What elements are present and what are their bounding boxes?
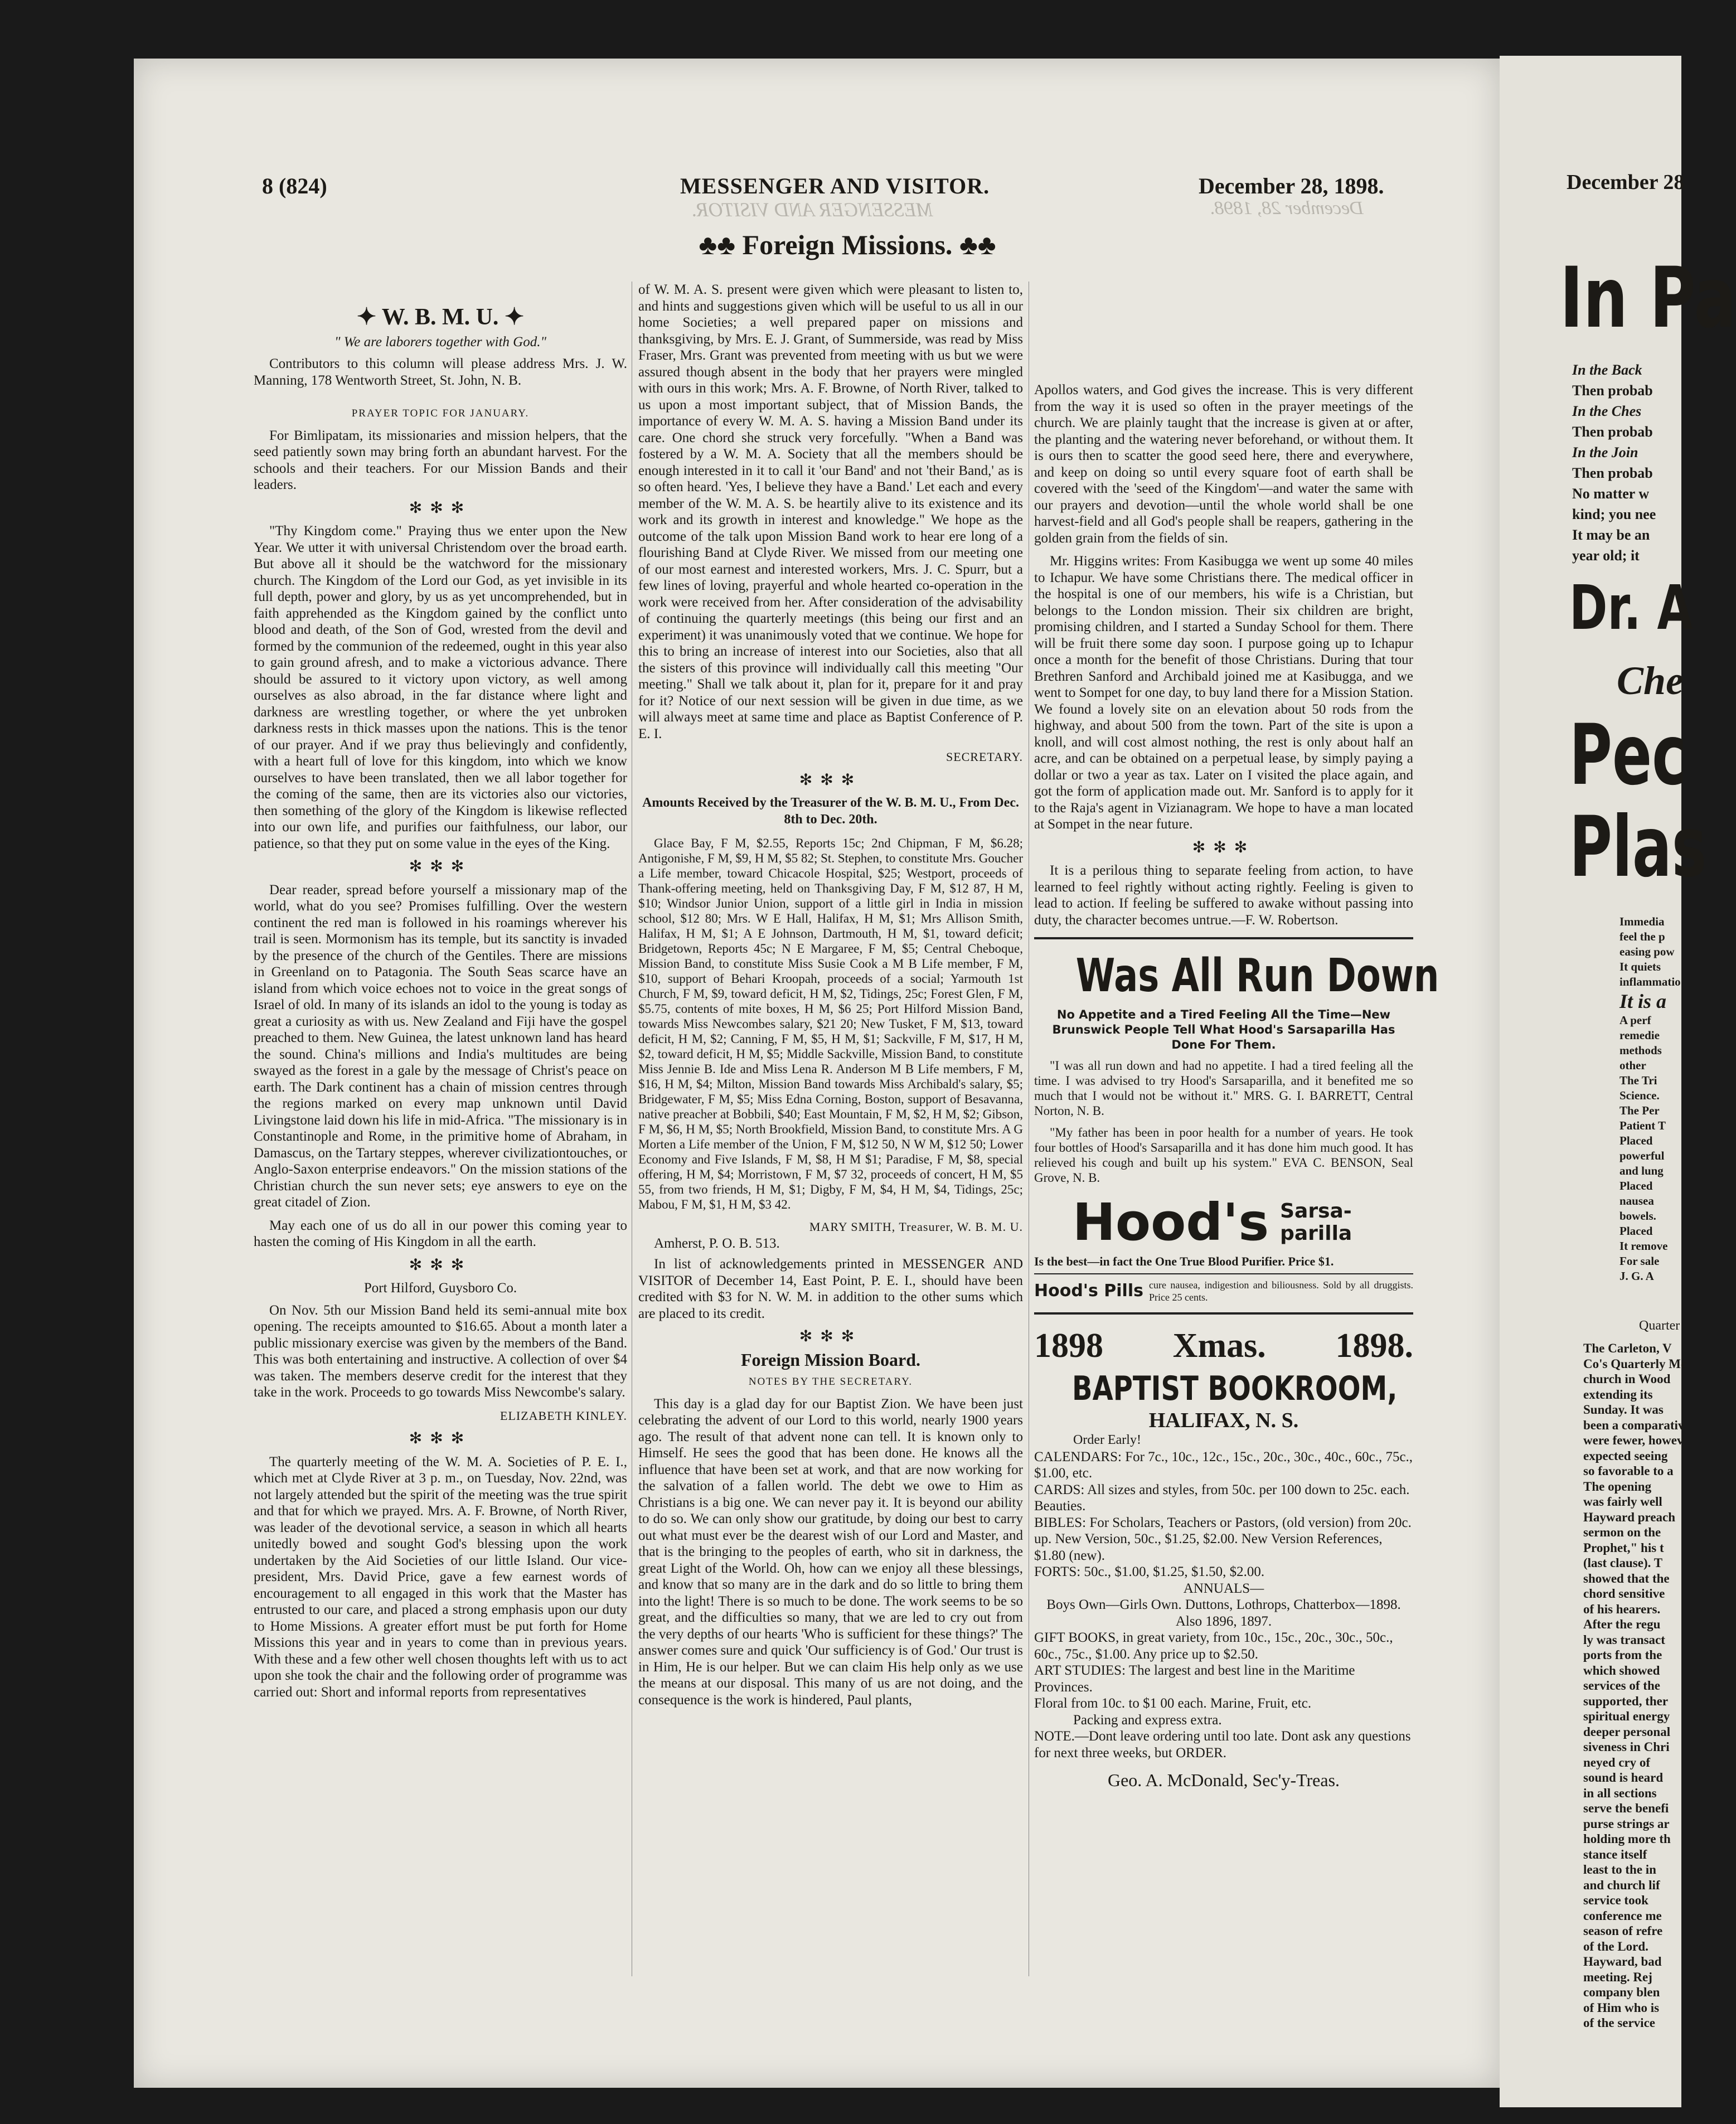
edge-line: year old; it [1572, 547, 1640, 564]
higgins-paragraph: Mr. Higgins writes: From Kasibugga we went up some 40 miles to Ichapur. We have some Christians there. The medical officer in the hospital is one of our members, his wife is a Christian, but belongs to the London mission. Their six children are bright, promising children, and I started a Sunday School for them. There will be fruit there some day soon. I purpose going up to Ichapur once a month for the benefit of those Christians. During that tour Brethren Sanford and Archibald joined me at Kasibugga, and we went to Sompet for one day, to buy land there for a Mission Station. We found a lovely site on an elevation about 50 rods from the highway, and about 500 from the town. Part of the site is upon a knoll, and will cost almost nothing, the rest is only about half an acre, and can be obtained on a perpetual lease, by simply paying a dollar or two a year as tax. Later on I visited the place again, and got the form of application made out. Mr. Sanford is to apply for it to the Raja's agent in Vizianagram. We hope to have a man located at Sompet in the near future. [1034, 554, 1413, 832]
edge-q-line: (last clause). T [1583, 1556, 1663, 1570]
port-hilford-paragraph: On Nov. 5th our Mission Band held its semi-annual mite box opening. The receipts amounted to $16.65. About a month later a public missionary exercise was given by the members of the Band. This was both entertaining and instructive. A collection of over $4 was taken. The members deserve credit for the interest that they take in the work. Proceeds to go towards Miss Newcombe's salary. [254, 1302, 627, 1400]
edge-date: December 28 [1567, 171, 1685, 194]
edge-q-line: services of the [1583, 1679, 1660, 1693]
edge-line: No matter w [1572, 486, 1650, 502]
edge-q-line: stance itself [1583, 1847, 1647, 1861]
bookroom-forts: FORTS: 50c., $1.00, $1.25, $1.50, $2.00. [1034, 1564, 1265, 1579]
edge-ad-line: other [1619, 1059, 1646, 1072]
edge-ad-line: The Tri [1619, 1074, 1657, 1087]
bookroom-annuals-heading: ANNUALS— [1183, 1580, 1264, 1596]
hoods-brand-side: Sarsa- parilla [1280, 1200, 1352, 1245]
reader-paragraph: Dear reader, spread before yourself a missionary map of the world, what do you see? Promises fulfilling. Over the western continent the red man is followed in his roamings wherever his trail is seen. Mormonism has its temple, but its sanctity is invaded by the presence of the church of the Gentiles. There are missions in Greenland on to Patagonia. The South Seas scarce have an island from which voice echoes not to voice in the great songs of Israel of old. In many of its islands an idol to the young is today as great a curiosity as with us. New Zealand and Fiji have the gospel preached to them. New Guinea, the latest unknown land has heard the sound. China's millions and India's multitudes are being swayed as the forest in a gale by the message of Christ's peace on earth. The Dark continent has a chain of mission centres through the regions marked on every map unknown until David Livingstone laid down his life in mid-Africa. "The missionary is in Constantinople and Rome, in the primitive home of Abraham, in Damascus, on the Tartary steppes, wherever civilizationtouches, or Anglo-Saxon enterprise endeavors." On the mission stations of the Christian church the sun never sets; eye answers to eye on the great citadel of Zion. [254, 882, 627, 1210]
edge-ad-line: inflammatio [1619, 975, 1681, 988]
clover-ornament-icon: ♣♣ [959, 229, 996, 260]
robertson-quote: It is a perilous thing to separate feeling from action, to have learned to feel rightly without acting rightly. Feeling is given to lead to action. If feeling be suffered to awake without passing into duty, the character becomes untrue.—F. W. Robertson. [1034, 863, 1413, 928]
newspaper-page [134, 59, 1500, 2088]
ornament-icon: ✦ [498, 304, 525, 330]
edge-headline-pec: Pec [1569, 707, 1687, 804]
hoods-advertisement [1034, 948, 1439, 1303]
may-paragraph: May each one of us do all in our power this coming year to hasten the coming of His Kingdom in all the earth. [254, 1218, 627, 1249]
edge-q-line: Hayward, bad [1583, 1955, 1662, 1968]
treasurer-address: Amherst, P. O. B. 513. [654, 1235, 780, 1251]
edge-line: kind; you nee [1572, 506, 1656, 522]
edge-q-line: Sunday. It was [1583, 1403, 1664, 1417]
edge-ad-line: nausea [1619, 1194, 1654, 1208]
edge-q-line: company blen [1583, 1985, 1660, 1999]
hoods-pills-line [1034, 1279, 1413, 1303]
edge-ad-line: Placed [1619, 1179, 1653, 1192]
divider-ornament-icon: ✻✻✻ [409, 858, 472, 875]
wbmu-title: ✦ W. B. M. U. ✦ [356, 304, 525, 330]
edge-q-line: serve the benefi [1583, 1801, 1669, 1815]
column-2 [638, 282, 1023, 1715]
hoods-testimony-1: "I was all run down and had no appetite. I had a tired feeling all the time. I was advised to try Hood's Sarsaparilla, and it benefited me so much that I would not be without it." MRS. G. I. BARRETT, Central Norton, N. B. [1034, 1059, 1413, 1118]
bookroom-art: ART STUDIES: The largest and best line in the Maritime Provinces. [1034, 1663, 1355, 1695]
bookroom-signature: Geo. A. McDonald, Sec'y-Treas. [1107, 1770, 1340, 1790]
edge-ad-line: remedie [1619, 1029, 1660, 1042]
edge-q-line: spiritual energy [1583, 1709, 1670, 1723]
bookroom-advertisement [1034, 1323, 1413, 1789]
edge-lines [1572, 360, 1684, 566]
edge-q-line: of his hearers. [1583, 1602, 1661, 1616]
year-left: 1898 [1034, 1326, 1103, 1365]
show-through-date: December 28, 1898. [1210, 198, 1364, 219]
amounts-list: Glace Bay, F M, $2.55, Reports 15c; 2nd Chipman, F M, $6.28; Antigonishe, F M, $9, H M, $5 82; St. Stephen, to constitute Mrs. Goucher a Life member, toward Chicacole Hospital, $25; Westport, proceeds of Thank-offering meeting, held on Thanksgiving Day, F M, $12 87, H M, $10; Windsor Junior Union, support of a little girl in India in mission school, $12 80; Mrs. W E Hall, Halifax, H M, $1; Mrs Allison Smith, Halifax, H M, $1; A E Johnson, Dartmouth, H M, $1, toward deficit; Bridgetown, Reports 45c; N E Margaree, F M, $5; Central Cheboque, Mission Band, to constitute Miss Susie Cook a M B Life member, F M, $10, support of Behari Kroopah, proceeds of a social; Yarmouth 1st Church, F M, $9, toward deficit, H M, $2, Tidings, 25c; Forest Glen, F M, $5.75, contents of mite boxes, H M, $6 25; Port Hilford Mission Band, towards Miss Newcombes salary, $21 20; New Tusket, F M, $13, toward deficit, H M, $2; Canning, F M, $5, H M, $1; Sackville, F M, $17, H M, $2, toward deficit, H M, $5; Middle Sackville, Mission Band, to constitute Miss Jennie B. Ide and Miss Lena R. Anderson M B Life members, F M, $16, H M, $4; Milton, Mission Band towards Miss Archibald's salary, $5; Bridgewater, F M, $5; Miss Edna Corning, Boston, support of Besavanna, native preacher at Bobbili, $40; East Mountain, F M, $2, H M, $2; Gibson, F M, $6, H M, $5; North Brookfield, Mission Band, to constitute Mrs. A G Morten a Life member of the Union, F M, $12 50, N W M, $12 50; Lower Economy and Five Islands, F M, $8, H M $1; Paradise, F M, $8, special offering, H M, $4; Morristown, F M, $7 32, proceeds of concert, H M, $5 55, from two friends, H M, $1; Digby, F M, $4, H M, $4, Tidings, 25c; Mabou, F M, $1, H M, $3 42. [638, 836, 1023, 1211]
edge-line: In the Ches [1572, 403, 1642, 419]
edge-ad-line: powerful [1619, 1149, 1665, 1162]
hoods-brand-block [1034, 1192, 1413, 1253]
edge-small-ad [1619, 914, 1681, 1284]
board-title: Foreign Mission Board. [740, 1349, 921, 1370]
edge-quarterly-text [1583, 1341, 1686, 2031]
apollos-paragraph: Apollos waters, and God gives the increase. This is very different from the way it is used so often in the prayer meetings of the church. We are plainly taught that the increase is given at or after, the planting and the watering never beforehand, or without them. It is ours then to scatter the good seed here, there and everywhere, and keep on doing so until every square foot of earth shall be covered with the 'seed of the Kingdom'—and water the same with our prayers and devotion—until the whole world shall be one harvest-field and all God's people shall be reapers, gathering in the golden grain from the fields of sin. [1034, 382, 1413, 546]
hoods-pills: Hood's Pills [1034, 1281, 1143, 1301]
bookroom-annuals: Boys Own—Girls Own. Duttons, Lothrops, Chatterbox—1898. Also 1896, 1897. [1046, 1597, 1401, 1629]
ad-divider [1034, 1312, 1413, 1315]
adjacent-page [1500, 56, 1736, 2107]
edge-headline-in-pa: In Pa [1560, 250, 1736, 347]
column-3 [1034, 382, 1439, 1790]
edge-line: It may be an [1572, 527, 1650, 543]
hoods-brand: Hood's [1072, 1192, 1269, 1252]
divider-ornament-icon: ✻✻✻ [409, 1430, 472, 1447]
edge-q-line: of Him who is [1583, 2000, 1660, 2015]
edge-ad-line: easing pow [1619, 945, 1675, 958]
edge-q-line: Hayward preach [1583, 1510, 1676, 1524]
edge-q-line: extending its [1583, 1387, 1653, 1402]
edge-q-line: of the Lord. [1583, 1939, 1648, 1953]
contributors-note: Contributors to this column will please address Mrs. J. W. Manning, 178 Wentworth Street, St. John, N. B. [254, 356, 627, 388]
show-through-text: MESSENGER AND VISITOR. [691, 198, 933, 221]
edge-ad-line: For sale [1619, 1254, 1660, 1268]
bookroom-cards: CARDS: All sizes and styles, from 50c. per 100 down to 25c. each. Beauties. [1034, 1482, 1410, 1514]
edge-q-line: purse strings ar [1583, 1816, 1670, 1831]
edge-q-line: neyed cry of [1583, 1755, 1651, 1769]
edge-q-line: in all sections [1583, 1786, 1657, 1800]
hoods-headline: Was All Run Down [1075, 949, 1439, 1002]
edge-q-line: season of refre [1583, 1924, 1663, 1938]
edge-q-line: were fewer, howev [1583, 1433, 1684, 1447]
edge-headline-plas: Plas [1569, 799, 1707, 896]
correction-note: In list of acknowledgements printed in MESSENGER AND VISITOR of December 14, East Point, P. E. I., should have been credited with $3 for N. W. M. in addition to the other sums which are placed to its credit. [638, 1257, 1023, 1321]
column-1 [254, 304, 627, 1707]
edge-q-line: holding more th [1583, 1832, 1671, 1846]
edge-line: In the Join [1572, 444, 1638, 460]
masthead: MESSENGER AND VISITOR. [680, 173, 990, 198]
quarterly-signature: SECRETARY. [945, 750, 1023, 764]
edge-line: Then probab [1572, 424, 1653, 440]
divider-ornament-icon: ✻✻✻ [799, 1328, 862, 1345]
edge-line: In the Back [1572, 362, 1642, 378]
hoods-testimony-2: "My father has been in poor health for a number of years. He took four bottles of Hood's Sarsaparilla and it has done him much good. It has relieved his cough and built up his system." EVA C. BENSON, Seal Grove, N. B. [1034, 1126, 1413, 1185]
bookroom-note: NOTE.—Dont leave ordering until too late. Dont ask any questions for next three weeks, but ORDER. [1034, 1729, 1411, 1761]
bookroom-gift: GIFT BOOKS, in great variety, from 10c., 15c., 20c., 30c., 50c., 60c., 75c., $1.00. Any price up to $2.50. [1034, 1630, 1393, 1662]
bookroom-year-line [1034, 1323, 1413, 1368]
hoods-subhead: No Appetite and a Tired Feeling All the Time—New Brunswick People Tell What Hood's Sarsaparilla Has Done For Them. [1052, 1008, 1395, 1051]
divider-ornament-icon: ✻✻✻ [1192, 838, 1255, 856]
edge-line: Then probab [1572, 382, 1653, 399]
edge-q-line: The Carleton, V [1583, 1341, 1672, 1355]
edge-q-line: chord sensitive [1583, 1587, 1665, 1601]
edge-q-line: The opening [1583, 1479, 1652, 1493]
board-subtitle: NOTES BY THE SECRETARY. [748, 1376, 913, 1388]
ornament-icon: ✦ [356, 304, 382, 330]
edge-ad-line: Patient T [1619, 1119, 1666, 1132]
divider-ornament-icon: ✻✻✻ [409, 499, 472, 517]
board-paragraph: This day is a glad day for our Baptist Zion. We have been just celebrating the advent of our Lord to this world, nearly 1900 years ago. The result of that advent none can tell. It is known only to Himself. He sees the good that has been done. He knows all the influence that have been set at work, and that are now working for the salvation of a fallen world. The debt we owe to Him as Christians is a big one. We can never pay it. It is beyond our ability to do so. We can only show our gratitude, by doing our best to carry out what must ever be the dearest wish of our Lord and Master, and that is the bringing to the peoples of earth, who sit in darkness, the great Light of the World. Oh, how can we enjoy all these blessings, and know that so many are in the dark and do so little to bring them into the light! There is so much to be done. The work seems to be so great, and the difficulties so many, that we are led to cry out from the very depths of our hearts 'Who is sufficient for these things?' The answer comes sure and quick 'Our sufficiency is of God.' Our trust is in Him, He is our helper. But we can claim His help only as we use the means at our disposal. This many of us are not doing, and the consequence is the work is hindered, Paul plants, [638, 1396, 1023, 1708]
divider-ornament-icon: ✻✻✻ [799, 771, 862, 789]
amounts-heading: Amounts Received by the Treasurer of the W. B. M. U., From Dec. 8th to Dec. 20th. [642, 796, 1019, 827]
kingdom-paragraph: "Thy Kingdom come." Praying thus we enter upon the New Year. We utter it with universal Christendom over the broad earth. But above all it should be the watchword for the missionary church. The Kingdom of the Lord our God, as yet invisible in its full depth, power and glory, by us as yet uncomprehended, but in faith apprehended as the Kingdom gained by the conflict unto blood and death, of the Son of God, wrested from the devil and formed by the communion of the redeemed, ought in this year also to gain ground afresh, and to make a victorious advance. There should be assured to it victory upon victory, as well among ourselves as also abroad, in the far distance where light and darkness are wrestling together, or where the yet unbroken darkness rests in thick masses upon the nations. This is the tenor of our prayer. And if we pray thus believingly and confidently, with a heart full of love for this kingdom, into which we know ourselves to have been translated, then we all labor together for the coming of the same, then are its victories also our victories, then something of the glory of the Kingdom is likewise reflected into our own life, and purifies our faithfulness, our labor, our patience, so that they put on some value in the eyes of the King. [254, 523, 627, 851]
hoods-tagline: Is the best—in fact the One True Blood Purifier. Price $1. [1034, 1253, 1413, 1274]
edge-q-line: showed that the [1583, 1571, 1670, 1585]
edge-q-line: supported, ther [1583, 1694, 1669, 1708]
bookroom-city: HALIFAX, N. S. [1148, 1408, 1299, 1432]
edge-q-line: meeting. Rej [1583, 1970, 1652, 1984]
edge-q-line: been a comparativ [1583, 1418, 1685, 1432]
edge-q-line: expected seeing [1583, 1448, 1668, 1463]
bookroom-calendars: CALENDARS: For 7c., 10c., 12c., 15c., 20c., 30c., 40c., 60c., 75c., $1.00, etc. [1034, 1449, 1413, 1481]
edge-headline-dr: Dr. A [1569, 572, 1693, 643]
edge-q-line: ports from the [1583, 1648, 1662, 1662]
edge-q-line: least to the in [1583, 1863, 1656, 1876]
edge-ad-line: bowels. [1619, 1209, 1656, 1223]
edge-q-line: deeper personal [1583, 1724, 1671, 1739]
wbmu-motto: " We are laborers together with God." [334, 334, 546, 350]
edge-ad-line: feel the p [1619, 930, 1665, 943]
port-hilford-heading: Port Hilford, Guysboro Co. [363, 1281, 517, 1296]
edge-ad-line: Placed [1619, 1134, 1653, 1147]
edge-line: Then probab [1572, 465, 1653, 481]
prayer-topic: For Bimlipatam, its missionaries and mission helpers, that the seed patiently sown may bring forth an abundant harvest. For the schools and their teachers. For our Mission Bands and their leaders. [254, 428, 627, 492]
edge-ad-line: Immedia [1619, 915, 1665, 928]
section-title: ♣♣ Foreign Missions. ♣♣ [699, 229, 996, 260]
edge-q-line: sound is heard [1583, 1771, 1664, 1784]
edge-ad-line: It quiets [1619, 960, 1661, 973]
bookroom-floral: Floral from 10c. to $1 00 each. Marine, Fruit, etc. [1034, 1696, 1312, 1711]
quarterly-continued: of W. M. A. S. present were given which were pleasant to listen to, and hints and suggestions given which will be useful to us all in our home Societies; a well prepared paper on missions and thanksgiving, by Mrs. E. J. Grant, of Summerside, was read by Miss Fraser, Mrs. Grant was prevented from meeting with us but we were assured though absent in the body that her prayers were mingled with ours in this work; Mrs. A. F. Browne, of North River, talked to us upon a most important subject, that of Mission Bands, the importance of every W. M. A. S. having a Mission Band under its care. One chord she struck very forcefully. "When a Band was fostered by a W. M. A. Society that all the members should be enough interested in it to call it 'our Band' and not 'their Band,' as is so often heard. 'Yes, I believe they have a Band.' Let each and every member of the W. M. A. S. be heartily alive to its existence and its work and its growth in interest and knowledge." We hope as the outcome of the talk upon Mission Band work to hear ere long of a flourishing Band at Clyde River. We missed from our meeting one of our most earnest and interested workers, Mrs. J. C. Spurr, but a few lines of loving, prayerful and whole hearted co-operation in the work were received from her. After consideration of the advisability of continuing the quarterly meetings (this being our first and an experiment) it was unanimously voted that we continue. We hope for this to bring an increase of interest into our Societies, also that all the sisters of this province will individually call this meeting "Our meeting." Shall we talk about it, plan for it, prepare for it and pray for it? Notice of our next session will be given in due time, as we will always meet at same time and place as Baptist Conference of P. E. I. [638, 282, 1023, 741]
edge-q-line: was fairly well [1583, 1495, 1662, 1509]
bookroom-order: Order Early! [1073, 1433, 1141, 1447]
edge-ad-line: and lung [1619, 1164, 1664, 1177]
edge-headline-che: Che [1617, 658, 1684, 703]
edge-quarterly-heading: Quarter [1639, 1318, 1680, 1333]
ad-divider [1034, 937, 1413, 939]
edge-ad-line: The Per [1619, 1104, 1660, 1117]
edge-q-line: service took [1583, 1893, 1648, 1907]
divider-ornament-icon: ✻✻✻ [409, 1256, 472, 1274]
edge-q-line: siveness in Chri [1583, 1740, 1670, 1754]
edge-ad-line: It is a [1619, 990, 1667, 1012]
xmas-label: Xmas. [1172, 1326, 1266, 1365]
edge-q-line: of the service [1583, 2016, 1655, 2030]
edge-ad-line: A perf [1619, 1013, 1651, 1027]
hoods-pills-text: cure nausea, indigestion and biliousness. Sold by all druggists. Price 25 cents. [1148, 1279, 1413, 1303]
edge-ad-line: Placed [1619, 1224, 1653, 1238]
quarterly-paragraph: The quarterly meeting of the W. M. A. Societies of P. E. I., which met at Clyde River at 3 p. m., on Tuesday, Nov. 22nd, was not largely attended but the spirit of the meeting was the true spirit and that for which we prayed. Mrs. A. F. Browne, of North River, was leader of the devotional service, a season in which all hearts unitedly bowed and sought God's blessing upon the work undertaken by the Aid Societies of our little Island. Our vice-president, Mrs. David Price, gave a few earnest words of encouragement to all engaged in this work that the Master has entrusted to our care, and placed a strong emphasis upon our duty to Home Missions. A greater effort must be put forth for Home Missions this year and in years to come than in previous years. With these and a few other well chosen thoughts left with us to act upon she took the chair and the following order of programme was carried out: Short and informal reports from representatives [254, 1454, 627, 1700]
edge-ad-line: J. G. A [1619, 1269, 1654, 1283]
edge-q-line: After the regu [1583, 1617, 1661, 1631]
edge-q-line: church in Wood [1583, 1372, 1671, 1386]
edge-q-line: so favorable to a [1583, 1464, 1674, 1478]
page-date: December 28, 1898. [1199, 173, 1384, 198]
port-signature: ELIZABETH KINLEY. [500, 1408, 627, 1423]
edge-q-line: and church lif [1583, 1878, 1660, 1892]
edge-q-line: ly was transact [1583, 1632, 1665, 1647]
treasurer-signature: MARY SMITH, Treasurer, W. B. M. U. [809, 1220, 1023, 1234]
edge-q-line: sermon on the [1583, 1525, 1661, 1539]
edge-q-line: Co's Quarterly Mc [1583, 1356, 1687, 1371]
prayer-topic-heading: PRAYER TOPIC FOR JANUARY. [351, 408, 530, 419]
edge-q-line: conference me [1583, 1908, 1662, 1923]
edge-q-line: Prophet," his t [1583, 1540, 1664, 1555]
clover-ornament-icon: ♣♣ [699, 229, 743, 260]
bookroom-bibles: BIBLES: For Scholars, Teachers or Pastors, (old version) from 20c. up. New Version, 50c., $1.25, $2.00. New Version References, $1.80 (new). [1034, 1515, 1412, 1563]
bookroom-packing: Packing and express extra. [1073, 1712, 1222, 1728]
edge-q-line: which showed [1583, 1663, 1660, 1677]
bookroom-name: BAPTIST BOOKROOM, [1072, 1369, 1398, 1408]
edge-ad-line: methods [1619, 1044, 1662, 1057]
edge-ad-line: It remove [1619, 1239, 1668, 1253]
year-right: 1898. [1335, 1326, 1413, 1365]
edge-ad-line: Science. [1619, 1089, 1660, 1102]
page-number: 8 (824) [262, 173, 327, 198]
